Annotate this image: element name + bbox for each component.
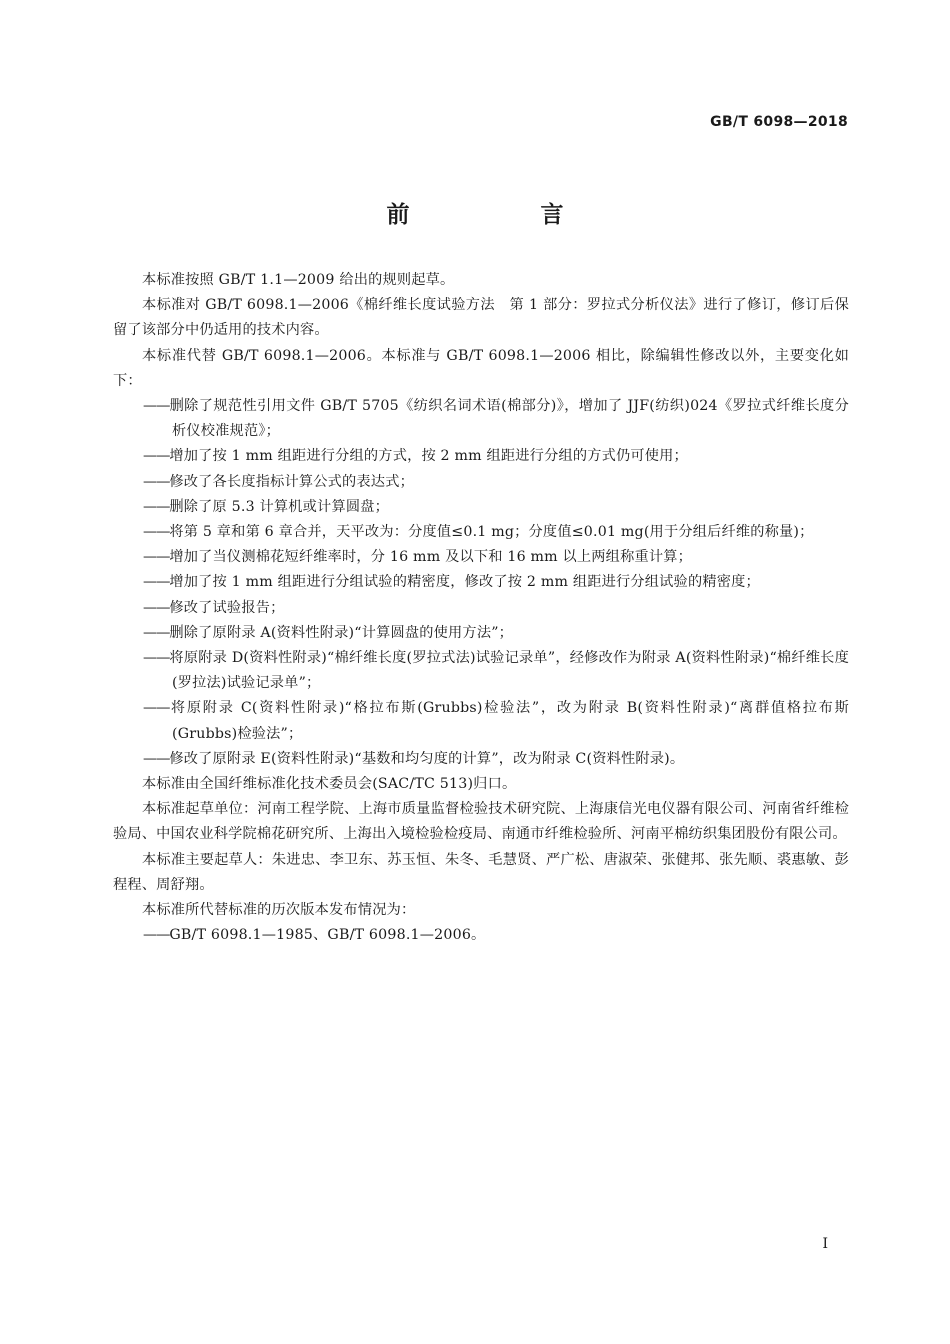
change-item xyxy=(113,747,849,772)
change-item-text: 将第 5 章和第 6 章合并，天平改为：分度值≤0.1 mg；分度值≤0.01 mg(用于分组后纤维的称量)； xyxy=(169,524,814,541)
change-item-text: 删除了原附录 A(资料性附录)“计算圆盘的使用方法”； xyxy=(169,624,514,641)
change-item xyxy=(113,545,849,570)
dash-marker: —— xyxy=(143,574,170,591)
dash-marker: —— xyxy=(143,549,170,566)
paragraph: 本标准对 GB/T 6098.1—2006《棉纤维长度试验方法 第 1 部分：罗拉式分析仪法》进行了修订，修订后保留了该部分中仍适用的技术内容。 xyxy=(113,297,849,339)
dash-marker: —— xyxy=(143,750,170,767)
dash-marker: —— xyxy=(143,498,170,515)
dash-marker: —— xyxy=(143,473,170,490)
dash-marker: —— xyxy=(143,650,170,667)
change-item-text: 将原附录 C(资料性附录)“格拉布斯(Grubbs)检验法”，改为附录 B(资料性附录)“离群值格拉布斯(Grubbs)检验法”； xyxy=(169,700,849,742)
change-item-text: 修改了原附录 E(资料性附录)“基数和均匀度的计算”，改为附录 C(资料性附录)。 xyxy=(169,750,685,767)
paragraph: 本标准代替 GB/T 6098.1—2006。本标准与 GB/T 6098.1—2006 相比，除编辑性修改以外，主要变化如下： xyxy=(113,347,849,389)
dash-marker: —— xyxy=(143,624,170,641)
change-item-text: 将原附录 D(资料性附录)“棉纤维长度(罗拉式法)试验记录单”，经修改作为附录 A(资料性附录)“棉纤维长度(罗拉法)试验记录单”； xyxy=(169,650,849,692)
dash-marker: —— xyxy=(143,927,170,944)
change-item xyxy=(113,394,849,444)
change-item-text: 增加了当仪测棉花短纤维率时，分 16 mm 及以下和 16 mm 以上两组称重计算； xyxy=(169,549,693,566)
change-item-text: 修改了各长度指标计算公式的表达式； xyxy=(169,473,414,490)
change-item xyxy=(113,646,849,696)
foreword-body xyxy=(113,268,849,948)
page-number: I xyxy=(822,1236,828,1252)
dash-marker: —— xyxy=(143,448,170,465)
page-title: 前 言 xyxy=(386,202,618,228)
paragraph: 本标准所代替标准的历次版本发布情况为： xyxy=(142,902,416,919)
change-item xyxy=(113,520,849,545)
dash-marker: —— xyxy=(143,700,170,717)
change-item xyxy=(113,444,849,469)
change-item xyxy=(113,470,849,495)
history-item xyxy=(113,923,849,948)
change-item xyxy=(113,570,849,595)
change-item-text: 修改了试验报告； xyxy=(169,599,285,616)
change-item-text: 删除了规范性引用文件 GB/T 5705《纺织名词术语(棉部分)》，增加了 JJF(纺织)024《罗拉式纤维长度分析仪校准规范》； xyxy=(169,398,849,440)
change-item xyxy=(113,621,849,646)
paragraph: 本标准起草单位：河南工程学院、上海市质量监督检验技术研究院、上海康信光电仪器有限公司、河南省纤维检验局、中国农业科学院棉花研究所、上海出入境检验检疫局、南通市纤维检验所、河南平棉纺织集团股份有限公司。 xyxy=(113,801,849,843)
dash-marker: —— xyxy=(143,599,170,616)
dash-marker: —— xyxy=(143,398,170,415)
change-item-text: 增加了按 1 mm 组距进行分组的方式，按 2 mm 组距进行分组的方式仍可使用； xyxy=(169,448,688,465)
paragraph: 本标准由全国纤维标准化技术委员会(SAC/TC 513)归口。 xyxy=(142,776,517,793)
change-item-text: 增加了按 1 mm 组距进行分组试验的精密度，修改了按 2 mm 组距进行分组试验的精密度； xyxy=(169,574,760,591)
dash-marker: —— xyxy=(143,524,170,541)
change-item xyxy=(113,696,849,746)
paragraph: 本标准主要起草人：朱进忠、李卫东、苏玉恒、朱冬、毛慧贤、严广松、唐淑荣、张健邦、张先顺、裘惠敏、彭程程、周舒翔。 xyxy=(113,851,849,893)
paragraph: 本标准按照 GB/T 1.1—2009 给出的规则起草。 xyxy=(142,272,455,288)
change-item xyxy=(113,596,849,621)
standard-code: GB/T 6098—2018 xyxy=(710,114,848,130)
history-item-text: GB/T 6098.1—1985、GB/T 6098.1—2006。 xyxy=(169,927,486,944)
change-item xyxy=(113,495,849,520)
change-item-text: 删除了原 5.3 计算机或计算圆盘； xyxy=(169,498,389,515)
